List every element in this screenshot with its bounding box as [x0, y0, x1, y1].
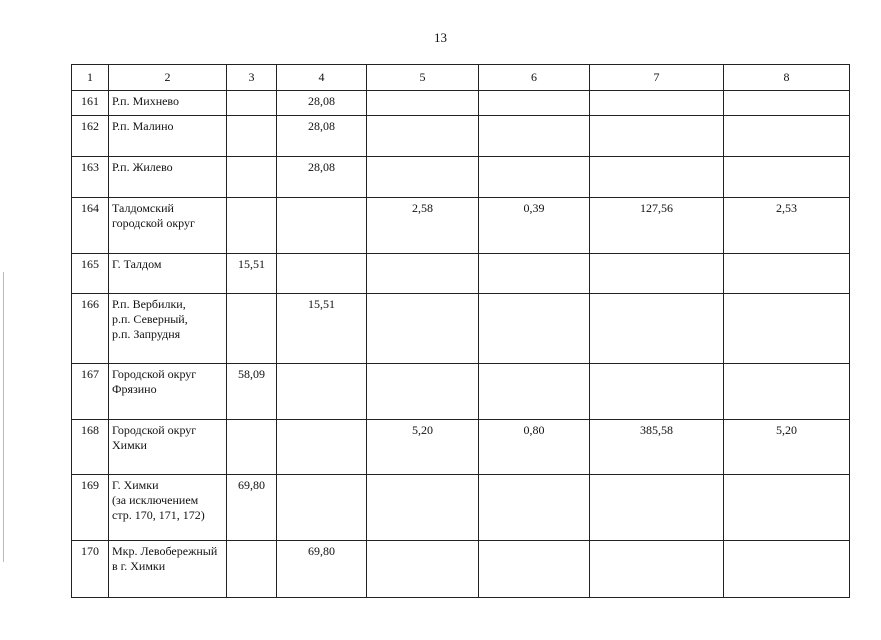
header-cell: 4 [277, 65, 367, 91]
value-cell-col6 [479, 475, 590, 541]
value-cell-col4 [277, 475, 367, 541]
scan-margin-line [3, 272, 4, 562]
value-cell-col7 [590, 294, 724, 364]
locality-name-cell: Мкр. Левобережный в г. Химки [109, 541, 227, 598]
value-cell-col8 [724, 254, 850, 294]
value-cell-col6: 0,80 [479, 420, 590, 475]
value-cell-col8 [724, 116, 850, 157]
header-cell: 6 [479, 65, 590, 91]
header-row [72, 65, 850, 91]
value-cell-col3 [227, 116, 277, 157]
table-row [72, 91, 850, 116]
row-number-cell: 165 [72, 254, 109, 294]
value-cell-col4 [277, 254, 367, 294]
header-cell: 8 [724, 65, 850, 91]
value-cell-col6 [479, 294, 590, 364]
locality-name-cell: Р.п. Вербилки, р.п. Северный, р.п. Запрудня [109, 294, 227, 364]
value-cell-col3 [227, 157, 277, 198]
value-cell-col5 [367, 157, 479, 198]
value-cell-col4: 28,08 [277, 91, 367, 116]
table-row [72, 420, 850, 475]
header-cell: 2 [109, 65, 227, 91]
locality-name-cell: Р.п. Жилево [109, 157, 227, 198]
header-cell: 7 [590, 65, 724, 91]
row-number-cell: 162 [72, 116, 109, 157]
table-row [72, 364, 850, 420]
value-cell-col8 [724, 364, 850, 420]
table-row [72, 254, 850, 294]
table-row [72, 157, 850, 198]
row-number-cell: 170 [72, 541, 109, 598]
value-cell-col3: 69,80 [227, 475, 277, 541]
row-number-cell: 161 [72, 91, 109, 116]
value-cell-col3 [227, 420, 277, 475]
value-cell-col7 [590, 541, 724, 598]
value-cell-col5: 5,20 [367, 420, 479, 475]
value-cell-col8 [724, 91, 850, 116]
value-cell-col4: 28,08 [277, 116, 367, 157]
value-cell-col7 [590, 364, 724, 420]
locality-name-cell: Городской округ Фрязино [109, 364, 227, 420]
row-number-cell: 166 [72, 294, 109, 364]
page-number: 13 [434, 30, 447, 45]
value-cell-col6 [479, 541, 590, 598]
locality-name-cell: Талдомский городской округ [109, 198, 227, 254]
value-cell-col6 [479, 254, 590, 294]
locality-name-cell: Р.п. Малино [109, 116, 227, 157]
row-number-cell: 168 [72, 420, 109, 475]
value-cell-col4: 28,08 [277, 157, 367, 198]
locality-name-cell: Городской округ Химки [109, 420, 227, 475]
value-cell-col5 [367, 91, 479, 116]
value-cell-col4 [277, 420, 367, 475]
value-cell-col7 [590, 254, 724, 294]
value-cell-col4: 15,51 [277, 294, 367, 364]
value-cell-col8 [724, 294, 850, 364]
row-number-cell: 163 [72, 157, 109, 198]
header-cell: 5 [367, 65, 479, 91]
value-cell-col3: 15,51 [227, 254, 277, 294]
value-cell-col6 [479, 157, 590, 198]
value-cell-col5 [367, 541, 479, 598]
value-cell-col8: 5,20 [724, 420, 850, 475]
value-cell-col7 [590, 116, 724, 157]
value-cell-col8 [724, 541, 850, 598]
locality-name-cell: Р.п. Михнево [109, 91, 227, 116]
table-row [72, 541, 850, 598]
header-cell: 3 [227, 65, 277, 91]
value-cell-col6 [479, 91, 590, 116]
value-cell-col5 [367, 294, 479, 364]
value-cell-col8 [724, 157, 850, 198]
locality-name-cell: Г. Талдом [109, 254, 227, 294]
value-cell-col7 [590, 157, 724, 198]
row-number-cell: 164 [72, 198, 109, 254]
value-cell-col8: 2,53 [724, 198, 850, 254]
value-cell-col3 [227, 91, 277, 116]
value-cell-col6 [479, 116, 590, 157]
value-cell-col5: 2,58 [367, 198, 479, 254]
table-row [72, 294, 850, 364]
value-cell-col4: 69,80 [277, 541, 367, 598]
value-cell-col3: 58,09 [227, 364, 277, 420]
row-number-cell: 167 [72, 364, 109, 420]
value-cell-col5 [367, 254, 479, 294]
table-row [72, 475, 850, 541]
value-cell-col3 [227, 541, 277, 598]
value-cell-col4 [277, 364, 367, 420]
value-cell-col7: 385,58 [590, 420, 724, 475]
value-cell-col6 [479, 364, 590, 420]
value-cell-col4 [277, 198, 367, 254]
header-cell: 1 [72, 65, 109, 91]
value-cell-col5 [367, 364, 479, 420]
value-cell-col7 [590, 475, 724, 541]
value-cell-col3 [227, 198, 277, 254]
value-cell-col6: 0,39 [479, 198, 590, 254]
table-row [72, 198, 850, 254]
table-row [72, 116, 850, 157]
value-cell-col5 [367, 116, 479, 157]
value-cell-col8 [724, 475, 850, 541]
locality-name-cell: Г. Химки (за исключением стр. 170, 171, 172) [109, 475, 227, 541]
value-cell-col3 [227, 294, 277, 364]
value-cell-col5 [367, 475, 479, 541]
value-cell-col7: 127,56 [590, 198, 724, 254]
data-table [71, 64, 850, 598]
value-cell-col7 [590, 91, 724, 116]
row-number-cell: 169 [72, 475, 109, 541]
